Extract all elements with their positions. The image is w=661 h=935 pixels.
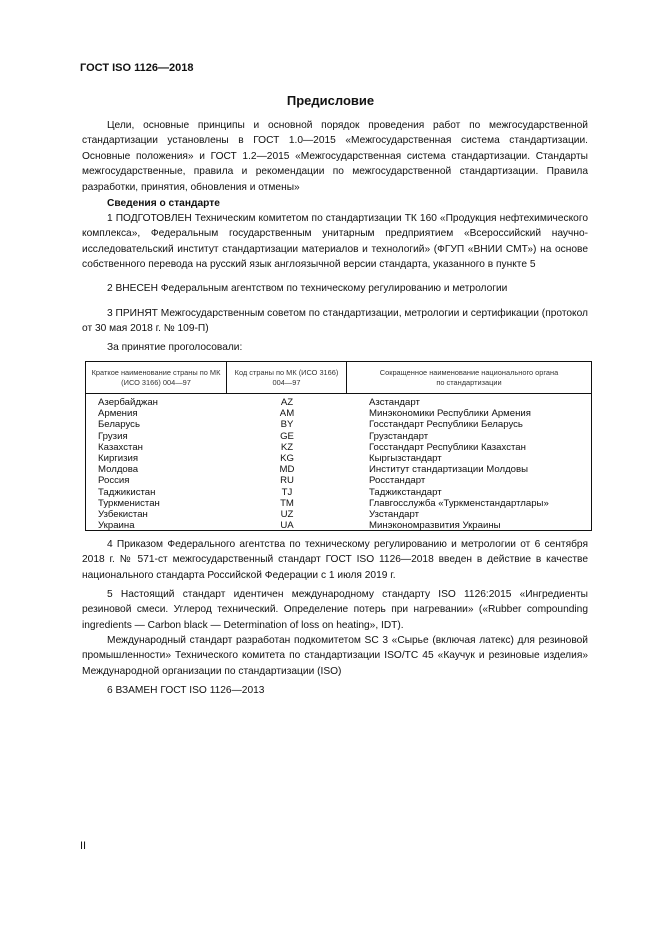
table-cell-country: Казахстан: [98, 441, 143, 453]
page-title: Предисловие: [286, 93, 375, 108]
item-6-paragraph: 6 ВЗАМЕН ГОСТ ISO 1126—2013: [107, 685, 265, 696]
table-cell-country: Узбекистан: [98, 509, 148, 521]
table-cell-country: Армения: [98, 408, 138, 420]
table-cell-country: Беларусь: [98, 419, 140, 431]
table-cell-body: Росстандарт: [369, 475, 426, 487]
table-cell-body: Минэкономики Республики Армения: [369, 408, 531, 420]
table-header-code: Код страны по МК (ИСО 3166) 004—97: [234, 367, 339, 387]
table-column-code: [231, 397, 343, 531]
table-cell-body: Главгосслужба «Туркменстандартлары»: [369, 497, 549, 509]
table-header-country: Краткое наименование страны по МК (ИСО 3166) 004—97: [91, 367, 221, 387]
item-3-paragraph: 3 ПРИНЯТ Межгосударственным советом по стандартизации, метрологии и сертификации (протокол от 30 мая 2018 г. № 109-П): [82, 308, 588, 335]
table-cell-code: TM: [280, 497, 294, 509]
table-cell-body: Госстандарт Республики Беларусь: [369, 419, 523, 431]
table-cell-body: Узстандарт: [369, 509, 420, 521]
table-cell-country: Киргизия: [98, 453, 139, 465]
table-cell-code: AM: [279, 408, 295, 420]
table-cell-body: Таджикстандарт: [369, 486, 442, 498]
table-column-country: [98, 397, 160, 531]
table-cell-country: Молдова: [98, 464, 139, 476]
table-cell-country: Украина: [98, 520, 135, 532]
table-cell-code: UA: [280, 520, 294, 532]
table-cell-code: UZ: [280, 509, 294, 521]
item-2-paragraph: 2 ВНЕСЕН Федеральным агентством по техническому регулированию и метрологии: [107, 283, 508, 294]
table-cell-body: Азстандарт: [369, 397, 420, 408]
table-column-body: [369, 397, 549, 531]
table-header-row: [86, 362, 591, 394]
table-cell-code: KZ: [280, 441, 294, 453]
table-cell-country: Туркменистан: [98, 497, 160, 509]
table-cell-country: Азербайджан: [98, 397, 158, 408]
section-subheading: Сведения о стандарте: [107, 198, 220, 209]
table-cell-code: TJ: [281, 486, 293, 498]
table-cell-code: MD: [279, 464, 295, 476]
item-5b-paragraph: Международный стандарт разработан подкомитетом SC 3 «Сырье (включая латекс) для резиновой промышленности» Технического комитета по стандартизации ISO/TC 45 «Каучук и резиновые изделия» Международной организации по стандартизации (ISO): [82, 635, 588, 677]
table-cell-body: Институт стандартизации Молдовы: [369, 464, 528, 476]
item-5-paragraph: 5 Настоящий стандарт идентичен международному стандарту ISO 1126:2015 «Ингредиенты резиновой смеси. Углерод технический. Определение потерь при нагревании» («Rubber compounding ingredients — Carbon black — Determination of loss on heating», IDT).: [82, 589, 588, 631]
table-cell-country: Таджикистан: [98, 486, 156, 498]
table-cell-country: Россия: [98, 475, 130, 487]
table-cell-body: Минэкономразвития Украины: [369, 520, 501, 532]
page-number: II: [80, 840, 87, 852]
table-cell-body: Госстандарт Республики Казахстан: [369, 441, 526, 453]
table-cell-code: RU: [280, 475, 294, 487]
voting-table: [85, 361, 592, 531]
table-cell-code: GE: [280, 430, 294, 442]
table-cell-code: AZ: [280, 397, 294, 408]
intro-paragraph: Цели, основные принципы и основной порядок проведения работ по межгосударственной стандартизации установлены в ГОСТ 1.0—2015 «Межгосударственная система стандартизации. Основные положения» и ГОСТ 1.2—2015 «Межгосударственная система стандартизации. Стандарты межгосударственные, правила и рекомендации по межгосударственной стандартизации. Правила разработки, принятия, обновления и отмены»: [82, 120, 588, 193]
table-cell-code: KG: [280, 453, 294, 465]
table-cell-code: BY: [280, 419, 294, 431]
table-cell-body: Кыргызстандарт: [369, 453, 442, 465]
document-header: ГОСТ ISO 1126—2018: [80, 62, 194, 74]
table-cell-country: Грузия: [98, 430, 128, 442]
table-cell-body: Грузстандарт: [369, 430, 429, 442]
table-header-body: Сокращенное наименование национального органа по стандартизации: [379, 367, 559, 387]
item-4-paragraph: 4 Приказом Федерального агентства по техническому регулированию и метрологии от 6 сентября 2018 г. № 571-ст межгосударственный стандарт ГОСТ ISO 1126—2018 введен в действие в качестве национального стандарта Российской Федерации с 1 июля 2019 г.: [82, 539, 588, 581]
voted-label: За принятие проголосовали:: [107, 342, 243, 353]
item-1-paragraph: 1 ПОДГОТОВЛЕН Техническим комитетом по стандартизации ТК 160 «Продукция нефтехимического комплекса», Федеральным государственным унитарным предприятием «Всероссийский научно-исследовательский институт стандартизации материалов и технологий» (ФГУП «ВНИИ СМТ») на основе собственного перевода на русский язык англоязычной версии стандарта, указанного в пункте 5: [82, 213, 588, 271]
